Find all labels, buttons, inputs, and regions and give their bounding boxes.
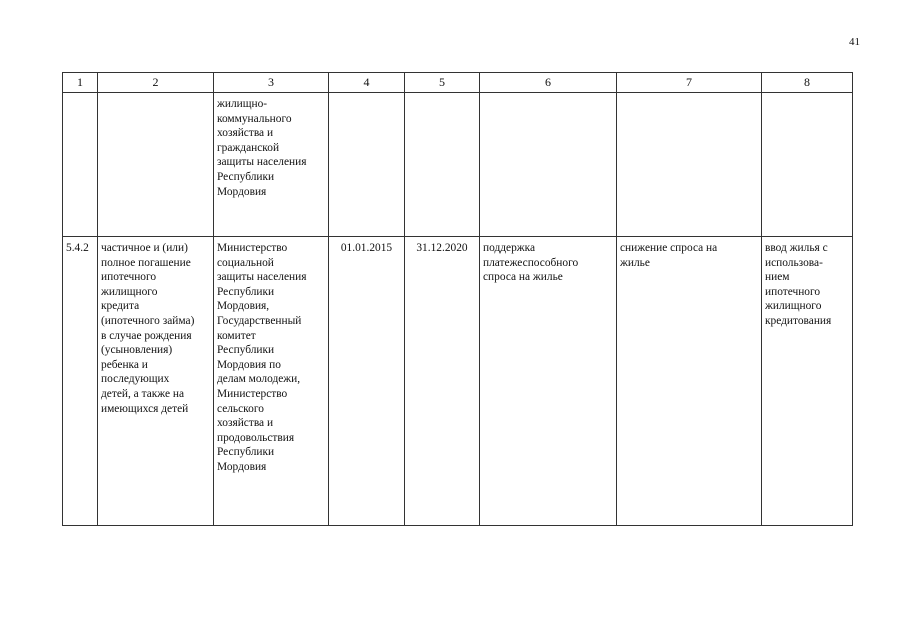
header-cell: 6	[480, 73, 617, 93]
indicator-link-cell: ввод жилья с использова- нием ипотечного жилищного кредитования	[762, 237, 853, 526]
table-cell	[617, 93, 762, 237]
header-cell: 2	[98, 73, 214, 93]
table-cell	[480, 93, 617, 237]
table-row	[63, 237, 853, 526]
table-cell	[98, 93, 214, 237]
table-cell	[762, 93, 853, 237]
header-cell: 7	[617, 73, 762, 93]
responsible-executor-cell: Министерство социальной защиты населения Республики Мордовия, Государственный комитет Республики Мордовия по делам молодежи, Министерство сельского хозяйства и продовольствия Республики Мордовия	[214, 237, 329, 526]
page-number: 41	[849, 36, 860, 48]
header-cell: 3	[214, 73, 329, 93]
table-row	[63, 93, 853, 237]
header-cell: 4	[329, 73, 405, 93]
end-date-cell: 31.12.2020	[405, 237, 480, 526]
start-date-cell: 01.01.2015	[329, 237, 405, 526]
header-cell: 8	[762, 73, 853, 93]
item-number-cell: 5.4.2	[63, 237, 98, 526]
consequences-cell: снижение спроса на жилье	[617, 237, 762, 526]
header-cell: 1	[63, 73, 98, 93]
measure-name-cell: частичное и (или) полное погашение ипотечного жилищного кредита (ипотечного займа) в случае рождения (усыновления) ребенка и последующих детей, а также на имеющихся детей	[98, 237, 214, 526]
table-cell	[329, 93, 405, 237]
table-cell	[63, 93, 98, 237]
header-cell: 5	[405, 73, 480, 93]
expected-result-cell: поддержка платежеспособного спроса на жилье	[480, 237, 617, 526]
table-cell: жилищно- коммунального хозяйства и гражданской защиты населения Республики Мордовия	[214, 93, 329, 237]
table-cell	[405, 93, 480, 237]
program-table	[62, 72, 853, 526]
table-header-row	[63, 73, 853, 93]
